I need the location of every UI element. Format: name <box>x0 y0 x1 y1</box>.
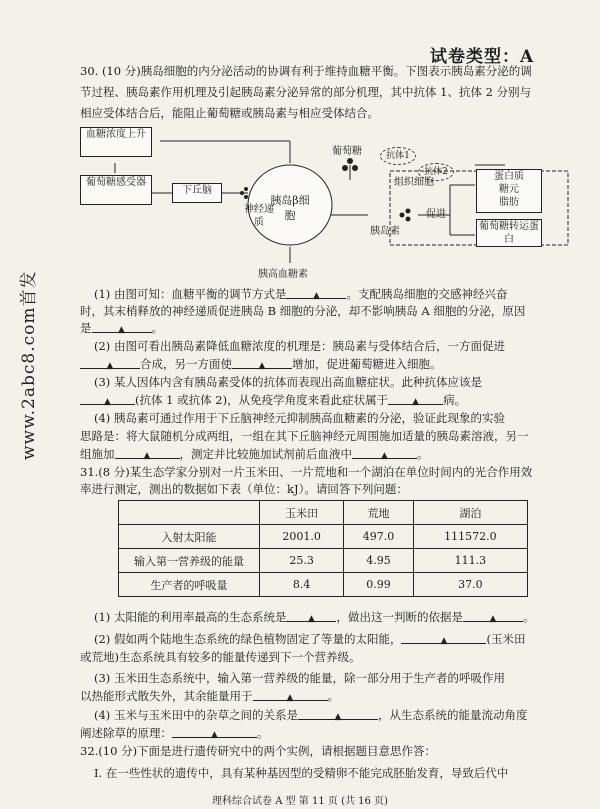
q30-p2-c: 增加，促进葡萄糖进入细胞。 <box>292 357 442 371</box>
q30-p2-b: 合成，另一方面使 <box>140 357 232 371</box>
q31-p3-b: 以热能形式散失外，其余能量用于 <box>80 689 253 703</box>
mark: ▲ <box>307 614 315 624</box>
table-cell: 111.3 <box>413 549 527 573</box>
blood-sugar-rise-box: 血糖浓度上升 <box>80 127 152 157</box>
glycogen-label: 糖元 <box>499 184 519 195</box>
table-row <box>119 549 528 573</box>
q31-p4-line1 <box>94 708 527 723</box>
answer-blank <box>232 357 292 369</box>
answer-blank <box>92 321 152 333</box>
q30-intro-1: 30. (10 分)胰岛细胞的内分泌活动的协调有利于维持血糖平衡。下图表示胰岛素分泌的调 <box>80 64 532 78</box>
q30-p4-d: ，测定并比较施加试剂前后血液中 <box>179 447 352 461</box>
q30-p1-line3 <box>80 321 163 336</box>
synthesis-box <box>476 169 542 213</box>
answer-blank <box>286 287 346 299</box>
q30-p1-d: 。 <box>151 321 163 335</box>
q31-p3-line1: (3) 玉米田生态系统中，输入第一营养级的能量，除一部分用于生产者的呼吸作用 <box>94 671 505 685</box>
table-cell: 37.0 <box>413 573 527 597</box>
table-cell: 生产者的呼吸量 <box>119 573 260 597</box>
q30-p1-b: 。支配胰岛细胞的交感神经兴奋 <box>346 287 508 301</box>
q32-intro: 32.(10 分)下面是进行遗传研究中的两个实例，请根据题目意思作答： <box>80 744 437 758</box>
table-cell: 入射太阳能 <box>119 525 260 549</box>
glucose-transporter-box: 葡萄糖转运蛋白 <box>476 219 542 247</box>
table-header: 湖泊 <box>413 501 527 525</box>
tissue-cell-label: 组织细胞 <box>394 177 434 188</box>
mark: ▲ <box>211 730 218 740</box>
answer-blank <box>253 689 328 701</box>
answer-blank <box>80 357 140 369</box>
table-cell: 25.3 <box>260 549 344 573</box>
q31-p2-line2: 或荒地)生态系统具有较多的能量传递到下一个营养级。 <box>80 650 361 664</box>
table-cell: 497.0 <box>344 525 413 549</box>
mark: ▲ <box>381 451 388 461</box>
answer-blank <box>298 708 378 720</box>
q31-p2-line1 <box>94 632 525 647</box>
q30-intro-2: 节过程、胰岛素作用机理及引起胰岛素分泌异常的部分机理，其中抗体 1、抗体 2 分别与 <box>80 85 532 99</box>
table-header-row <box>119 501 528 525</box>
antibody1-label: 抗体1 <box>380 147 416 165</box>
watermark-text: www.2abc8.com首发 <box>19 270 39 460</box>
q31-intro-1: 31.(8 分)某生态学家分别对一片玉米田、一片荒地和一个湖泊在单位时间内的光合作用效 <box>80 465 533 479</box>
mark: ▲ <box>106 361 114 371</box>
q30-p4-e: 。 <box>417 447 429 461</box>
table-header <box>119 501 260 525</box>
answer-blank <box>80 393 135 405</box>
q31-p2-a: (2) 假如两个陆地生态系统的绿色植物固定了等量的太阳能， <box>94 632 402 646</box>
q30-p1-line2: 时，其末梢释放的神经递质促进胰岛 B 细胞的分泌，却不影响胰岛 A 细胞的分泌，原因 <box>80 304 526 318</box>
q31-p4-a: (4) 玉米与玉米田中的杂草之间的关系是 <box>94 708 298 722</box>
antibody2-label: 抗体2 <box>418 163 454 181</box>
insulin-label: 胰岛素 <box>370 226 400 237</box>
q30-p3-c: 病。 <box>443 393 467 407</box>
table-cell: 111572.0 <box>413 525 527 549</box>
table-row <box>119 525 528 549</box>
q30-p2-line1: (2) 由图可看出胰岛素降低血糖浓度的机理是：胰岛素与受体结合后，一方面促进 <box>94 339 505 353</box>
mark: ▲ <box>143 451 151 461</box>
mark: ▲ <box>258 361 266 371</box>
mark: ▲ <box>334 712 342 722</box>
mark: ▲ <box>104 397 111 407</box>
answer-blank <box>172 726 257 738</box>
q30-p4-line1: (4) 胰岛素可通过作用于下丘脑神经元抑制胰高血糖素的分泌，验证此现象的实验 <box>94 411 505 425</box>
answer-blank <box>401 632 486 644</box>
q31-p3-c: 。 <box>327 689 339 703</box>
neurotransmitter-label: 神经递质 <box>244 204 274 228</box>
islet-beta-cell-label: 胰岛β细胞 <box>270 194 310 222</box>
promote-label: 促进 <box>426 209 446 220</box>
fat-label: 脂肪 <box>499 197 519 208</box>
mark: ▲ <box>286 693 294 703</box>
watermark <box>14 200 39 460</box>
q31-p4-d: 。 <box>257 726 269 740</box>
energy-table <box>118 500 528 597</box>
q31-p1-c: 。 <box>522 610 535 624</box>
table-cell: 8.4 <box>260 573 344 597</box>
q31-p4-line2 <box>80 726 269 741</box>
mark: ▲ <box>412 397 420 407</box>
q31-p1-a: (1) 太阳能的利用率最高的生态系统是 <box>94 610 287 624</box>
q31-p3-line2 <box>80 689 339 704</box>
glucose-label: 葡萄糖 <box>332 146 362 157</box>
q31-p1-line1 <box>94 610 534 625</box>
q31-p4-b: ，从生态系统的能量流动角度 <box>377 708 528 722</box>
mark: ▲ <box>312 291 320 301</box>
q30-p3-b: (抗体 1 或抗体 2)，从免疫学角度来看此症状属于 <box>135 393 389 407</box>
q30-p4-line2: 思路是：将大鼠随机分成两组，一组在其下丘脑神经元周围施加适量的胰岛素溶液，另一 <box>80 429 529 443</box>
q32-p1: Ⅰ. 在一些性状的遗传中，具有某种基因型的受精卵不能完成胚胎发育，导致后代中 <box>94 766 509 780</box>
mark: ▲ <box>118 325 125 335</box>
page-footer: 理科综合试卷 A 型 第 11 页 (共 16 页) <box>212 796 388 807</box>
answer-blank <box>463 610 523 622</box>
table-header: 玉米田 <box>260 501 344 525</box>
paper-type: 试卷类型：A <box>430 47 535 67</box>
table-cell: 0.99 <box>344 573 413 597</box>
proteins-label: 蛋白质 <box>494 171 524 182</box>
q30-p4-line3 <box>80 447 429 462</box>
table-cell: 输入第一营养级的能量 <box>119 549 260 573</box>
q30-p1-c: 是 <box>80 321 92 335</box>
q30-p3-line2 <box>80 393 466 408</box>
answer-blank <box>388 393 443 405</box>
q30-p2-line2 <box>80 357 442 372</box>
answer-blank <box>352 447 417 459</box>
q31-p4-c: 阐述除草的原理： <box>80 726 172 740</box>
table-row <box>119 573 528 597</box>
table-header: 荒地 <box>344 501 413 525</box>
mark: ▲ <box>440 636 448 646</box>
q31-intro-2: 率进行测定，测出的数据如下表（单位：kJ）。请回答下列问题： <box>80 482 408 496</box>
q31-p2-b: (玉米田 <box>486 632 526 646</box>
q30-p4-c: 组施加 <box>80 447 115 461</box>
q31-p1-b: ，做出这一判断的依据是 <box>336 610 463 624</box>
table-cell: 4.95 <box>344 549 413 573</box>
table-cell: 2001.0 <box>260 525 344 549</box>
q30-p1-line1 <box>94 287 507 302</box>
glucose-receptor-box: 葡萄糖感受器 <box>80 175 152 205</box>
q30-diagram <box>80 125 570 280</box>
glucagon-label: 胰高血糖素 <box>258 269 308 280</box>
mark: ▲ <box>489 614 497 624</box>
hypothalamus-box: 下丘脑 <box>172 183 222 203</box>
q30-p3-line1: (3) 某人因体内含有胰岛素受体的抗体而表现出高血糖症状。此种抗体应该是 <box>94 375 482 389</box>
answer-blank <box>286 610 336 622</box>
q30-intro-3: 相应受体结合后，能阻止葡萄糖或胰岛素与相应受体结合。 <box>80 106 379 120</box>
q30-p1-a: (1) 由图可知：血糖平衡的调节方式是 <box>94 287 287 301</box>
answer-blank <box>115 447 180 459</box>
